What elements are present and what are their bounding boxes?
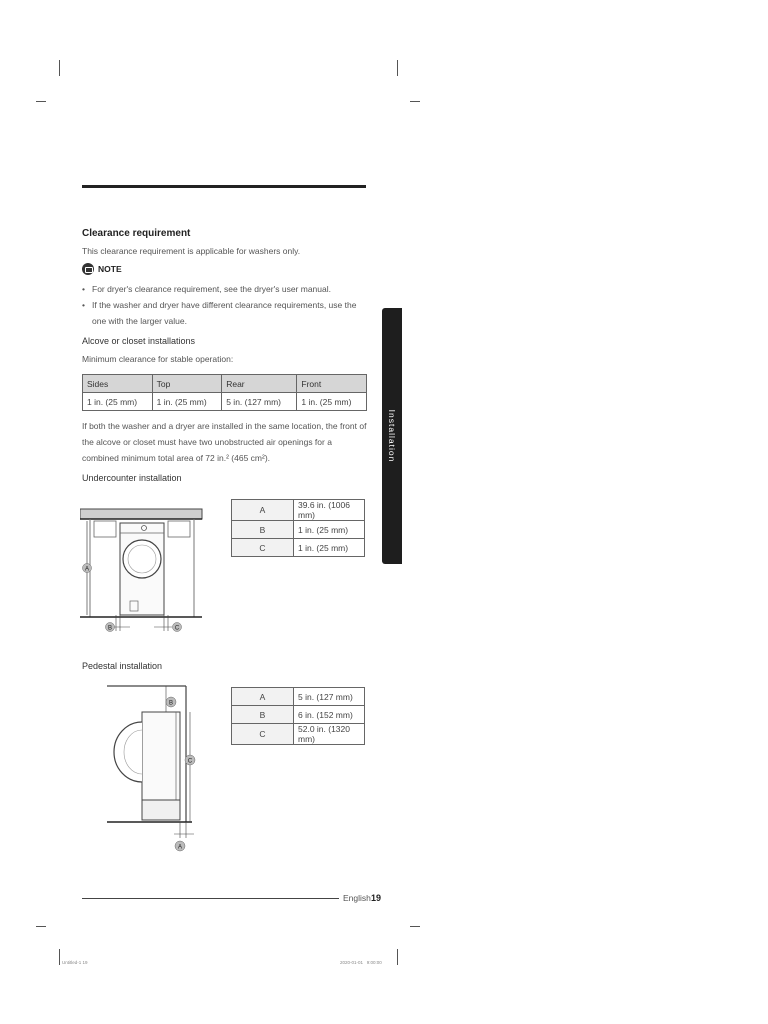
table-row (232, 688, 365, 706)
crop-mark (36, 101, 46, 102)
washer-door (114, 722, 142, 782)
note-heading (82, 263, 122, 275)
callout-b-label: B (107, 625, 113, 632)
crop-mark (59, 60, 60, 76)
print-meta-left: Untitled-1 19 (62, 960, 88, 965)
undercounter-dimension-table (231, 499, 365, 557)
table-cell: C (232, 724, 294, 745)
crop-mark (410, 101, 420, 102)
crop-mark (59, 949, 60, 965)
cabinet-drawer (168, 521, 190, 537)
section-top-rule (82, 185, 366, 188)
crop-mark (397, 949, 398, 965)
alcove-clearance-table (82, 374, 367, 411)
table-row (232, 521, 365, 539)
callout-a-label: A (177, 844, 183, 851)
note-label: NOTE (98, 264, 122, 274)
washer-door (123, 540, 161, 578)
washer-body (142, 712, 180, 800)
cabinet-drawer (94, 521, 116, 537)
alcove-heading: Alcove or closet installations (82, 336, 196, 346)
undercounter-diagram (80, 505, 205, 640)
callout-a-label: A (84, 566, 90, 573)
table-cell: 5 in. (127 mm) (294, 688, 365, 706)
table-cell: C (232, 539, 294, 557)
table-header-row (83, 375, 367, 393)
note-item: • For dryer's clearance requirement, see the dryer's user manual. (82, 281, 368, 297)
crop-mark (410, 926, 420, 927)
table-cell: 52.0 in. (1320 mm) (294, 724, 365, 745)
callout-c-label: C (187, 758, 193, 765)
table-cell: 5 in. (127 mm) (222, 393, 297, 411)
table-header-cell: Top (152, 375, 222, 393)
pedestal-base (142, 800, 180, 820)
pedestal-dimension-table (231, 687, 365, 745)
table-cell: 1 in. (25 mm) (294, 539, 365, 557)
section-intro: This clearance requirement is applicable for washers only. (82, 246, 301, 256)
table-cell: 6 in. (152 mm) (294, 706, 365, 724)
footer-rule (82, 898, 339, 899)
countertop (80, 509, 202, 519)
alcove-caption: Minimum clearance for stable operation: (82, 354, 234, 364)
pedestal-diagram (100, 682, 200, 854)
undercounter-heading: Undercounter installation (82, 473, 182, 483)
table-cell: B (232, 706, 294, 724)
table-cell: 39.6 in. (1006 mm) (294, 500, 365, 521)
footer-language: English (343, 893, 371, 903)
table-row (232, 706, 365, 724)
note-item: • If the washer and dryer have different clearance requirements, use the one with the larger value. (82, 297, 368, 329)
table-header-cell: Rear (222, 375, 297, 393)
note-icon (82, 263, 94, 275)
pedestal-heading: Pedestal installation (82, 661, 163, 671)
callout-c-label: C (174, 625, 180, 632)
alcove-paragraph: If both the washer and a dryer are installed in the same location, the front of the alcove or closet must have two unobstructed air openings for a combined minimum total area of 72 in.² (465 cm²). (82, 421, 367, 463)
note-list (82, 281, 368, 329)
page-number: 19 (371, 893, 382, 903)
table-cell: A (232, 688, 294, 706)
table-row (83, 393, 367, 411)
table-cell: B (232, 521, 294, 539)
table-cell: 1 in. (25 mm) (83, 393, 153, 411)
print-meta-right: 2020-01-01 9:00:00 (340, 960, 382, 965)
table-cell: 1 in. (25 mm) (297, 393, 367, 411)
crop-mark (36, 926, 46, 927)
table-row (232, 539, 365, 557)
table-header-cell: Sides (83, 375, 153, 393)
table-cell: 1 in. (25 mm) (294, 521, 365, 539)
table-row (232, 500, 365, 521)
table-header-cell: Front (297, 375, 367, 393)
callout-b-label: B (168, 700, 174, 707)
crop-mark (397, 60, 398, 76)
table-cell: 1 in. (25 mm) (152, 393, 222, 411)
section-side-tab-label: Installation (387, 409, 397, 463)
section-title: Clearance requirement (82, 228, 191, 239)
table-cell: A (232, 500, 294, 521)
section-side-tab (382, 308, 402, 564)
table-row (232, 724, 365, 745)
